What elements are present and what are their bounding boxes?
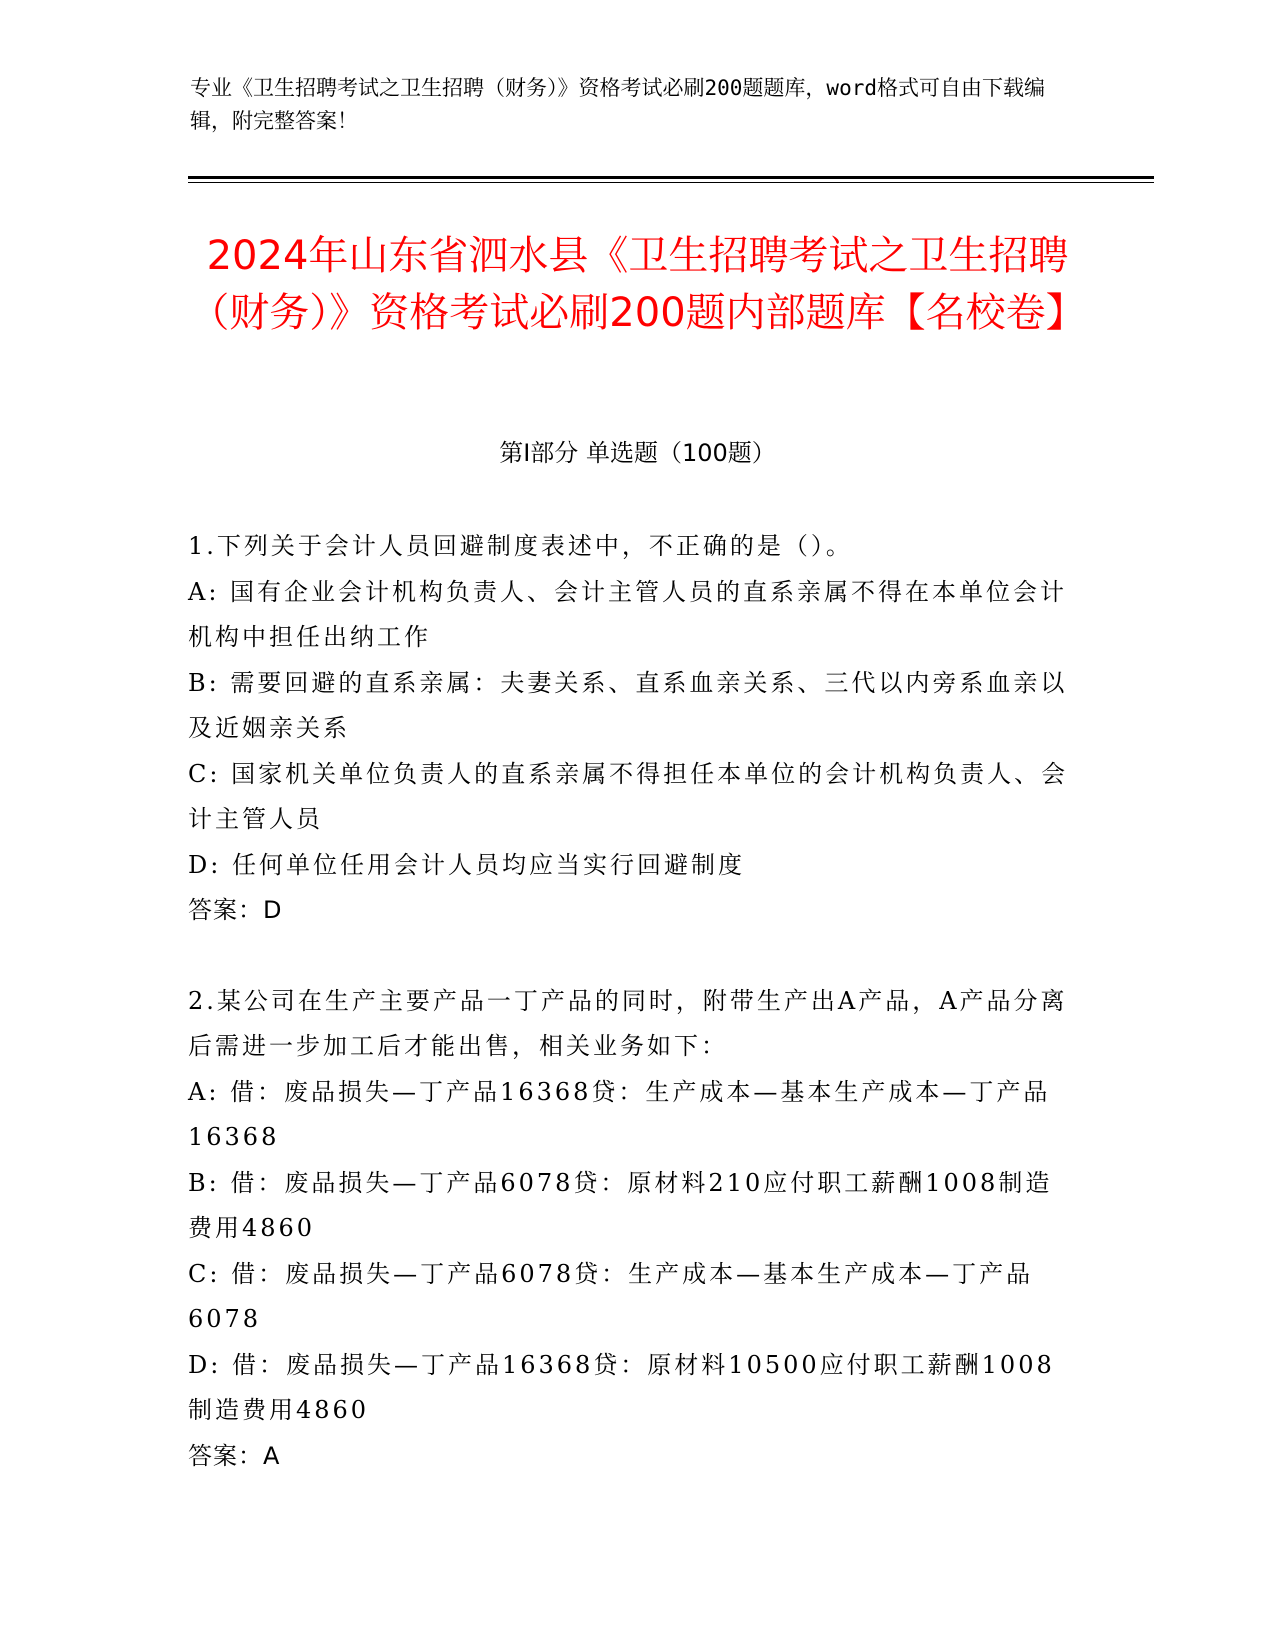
header-note: 专业《卫生招聘考试之卫生招聘（财务）》资格考试必刷200题题库，word格式可自由下载编辑，附完整答案！ [190,76,1045,133]
option-a: A: 国有企业会计机构负责人、会计主管人员的直系亲属不得在本单位会计机构中担任出纳工作 [188,577,1068,651]
header-divider-thick [188,176,1154,179]
question-1 [188,524,1078,934]
header-divider-thin [188,182,1154,183]
option-c: C: 国家机关单位负责人的直系亲属不得担任本单位的会计机构负责人、会计主管人员 [188,759,1069,833]
document-title: 2024年山东省泗水县《卫生招聘考试之卫生招聘（财务）》资格考试必刷200题内部题库【名校卷】 [189,233,1086,336]
option-b: B: 借：废品损失—丁产品6078贷：原材料210应付职工薪酬1008制造费用4860 [188,1168,1053,1242]
section-heading: 第I部分 单选题（100题） [499,439,776,467]
option-a: A: 借：废品损失—丁产品16368贷：生产成本—基本生产成本—丁产品16368 [188,1077,1051,1151]
answer: 答案：D [188,896,283,924]
answer: 答案：A [188,1441,281,1470]
option-d: D: 借：废品损失—丁产品16368贷：原材料10500应付职工薪酬1008制造费用4860 [188,1350,1055,1424]
option-c: C: 借：废品损失—丁产品6078贷：生产成本—基本生产成本—丁产品6078 [188,1259,1034,1333]
question-stem: 1.下列关于会计人员回避制度表述中，不正确的是（）。 [188,532,853,560]
question-2 [188,979,1078,1480]
option-d: D: 任何单位任用会计人员均应当实行回避制度 [188,850,745,879]
question-list [188,524,1078,1524]
question-stem: 2.某公司在生产主要产品一丁产品的同时，附带生产出A产品，A产品分离后需进一步加工后才能出售，相关业务如下： [188,986,1068,1060]
option-b: B: 需要回避的直系亲属：夫妻关系、直系血亲关系、三代以内旁系血亲以及近姻亲关系 [188,668,1068,742]
